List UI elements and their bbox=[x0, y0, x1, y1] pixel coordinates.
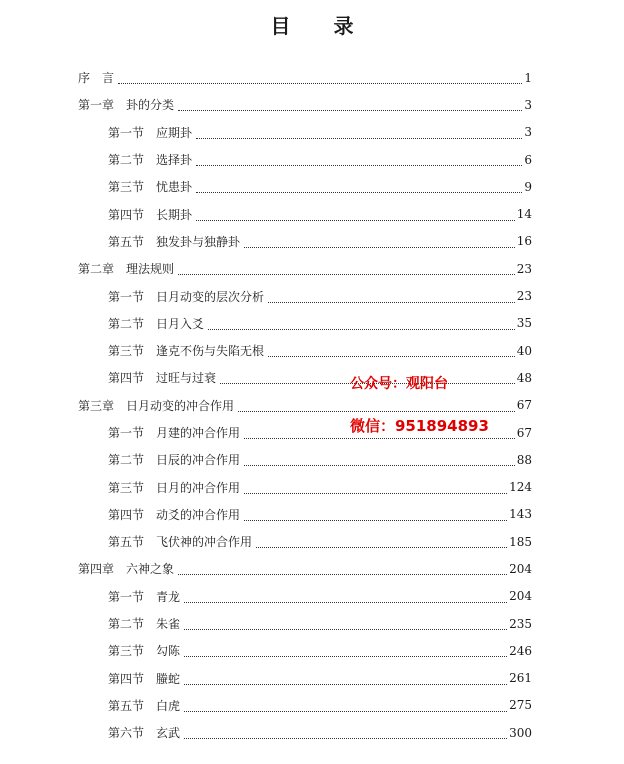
toc-chapter-row[interactable] bbox=[0, 64, 624, 91]
dot-leader bbox=[196, 220, 515, 221]
toc-entry-label: 第三节 日月的冲合作用 bbox=[108, 480, 241, 495]
toc-chapter-row[interactable] bbox=[0, 555, 624, 582]
toc-entry-label: 第三节 逢克不伤与失陷无根 bbox=[108, 344, 265, 359]
dot-leader bbox=[268, 302, 515, 303]
toc-chapter-row[interactable] bbox=[0, 255, 624, 282]
toc-section-row[interactable] bbox=[0, 528, 624, 555]
toc-entry-label: 序 言 bbox=[78, 71, 115, 86]
toc-section-row[interactable] bbox=[0, 501, 624, 528]
toc-entry-label: 第二节 日辰的冲合作用 bbox=[108, 453, 241, 468]
toc-page-number: 124 bbox=[509, 480, 532, 495]
dot-leader bbox=[178, 574, 507, 575]
dot-leader bbox=[256, 547, 507, 548]
toc-entry-label: 第五节 白虎 bbox=[108, 698, 181, 713]
toc-entry-label: 第一节 应期卦 bbox=[108, 125, 193, 140]
toc-section-row[interactable] bbox=[0, 719, 624, 746]
toc-section-row[interactable] bbox=[0, 583, 624, 610]
toc-section-row[interactable] bbox=[0, 146, 624, 173]
toc-section-row[interactable] bbox=[0, 228, 624, 255]
toc-chapter-row[interactable] bbox=[0, 91, 624, 118]
dot-leader bbox=[244, 493, 507, 494]
toc-page-number: 40 bbox=[516, 343, 532, 358]
toc-page-number: 88 bbox=[516, 452, 532, 467]
dot-leader bbox=[118, 83, 522, 84]
toc-section-row[interactable] bbox=[0, 119, 624, 146]
toc-entry-label: 第二节 日月入爻 bbox=[108, 316, 205, 331]
toc-page-number: 204 bbox=[509, 589, 532, 604]
toc-section-row[interactable] bbox=[0, 364, 624, 391]
toc-section-row[interactable] bbox=[0, 446, 624, 473]
dot-leader bbox=[196, 192, 522, 193]
dot-leader bbox=[268, 356, 515, 357]
toc-entry-label: 第二节 朱雀 bbox=[108, 617, 181, 632]
toc-entry-label: 第三节 忧患卦 bbox=[108, 180, 193, 195]
dot-leader bbox=[178, 110, 522, 111]
dot-leader bbox=[244, 247, 515, 248]
toc-page-number: 67 bbox=[516, 425, 532, 440]
dot-leader bbox=[184, 629, 507, 630]
dot-leader bbox=[178, 274, 515, 275]
toc-section-row[interactable] bbox=[0, 419, 624, 446]
toc-entry-label: 第一节 月建的冲合作用 bbox=[108, 426, 241, 440]
toc-page-number: 23 bbox=[516, 261, 532, 276]
dot-leader bbox=[208, 329, 515, 330]
toc-section-row[interactable] bbox=[0, 200, 624, 227]
toc-page-number: 235 bbox=[509, 616, 532, 631]
toc-page-number: 9 bbox=[524, 179, 532, 194]
watermark-line-2: 微信：951894893 bbox=[350, 417, 489, 435]
toc-entry-label: 第六节 玄武 bbox=[108, 726, 181, 741]
dot-leader bbox=[196, 138, 522, 139]
dot-leader bbox=[184, 656, 507, 657]
dot-leader bbox=[244, 520, 507, 521]
dot-leader bbox=[244, 438, 515, 439]
table-of-contents bbox=[0, 64, 624, 746]
watermark-line-1: 公众号：观阳台 bbox=[350, 376, 448, 392]
dot-leader bbox=[184, 738, 507, 739]
toc-page-number: 14 bbox=[516, 207, 532, 222]
toc-entry-label: 第四节 长期卦 bbox=[108, 207, 193, 222]
toc-page-number: 261 bbox=[509, 671, 532, 686]
toc-entry-label: 第三节 勾陈 bbox=[108, 644, 181, 659]
dot-leader bbox=[238, 411, 515, 412]
toc-section-row[interactable] bbox=[0, 473, 624, 500]
toc-page-number: 23 bbox=[516, 289, 532, 304]
toc-entry-label: 第一章 卦的分类 bbox=[78, 98, 175, 113]
toc-section-row[interactable] bbox=[0, 282, 624, 309]
toc-page-number: 246 bbox=[509, 643, 532, 658]
dot-leader bbox=[184, 602, 507, 603]
toc-page-number: 16 bbox=[516, 234, 532, 249]
toc-section-row[interactable] bbox=[0, 337, 624, 364]
toc-section-row[interactable] bbox=[0, 610, 624, 637]
toc-page-number: 143 bbox=[509, 507, 532, 522]
toc-page-number: 48 bbox=[516, 370, 532, 385]
toc-section-row[interactable] bbox=[0, 310, 624, 337]
toc-page-number: 67 bbox=[516, 398, 532, 413]
toc-entry-label: 第五节 独发卦与独静卦 bbox=[108, 234, 241, 249]
toc-page-number: 204 bbox=[509, 561, 532, 576]
dot-leader bbox=[244, 465, 515, 466]
toc-section-row[interactable] bbox=[0, 173, 624, 200]
toc-page-number: 1 bbox=[524, 70, 532, 85]
toc-entry-label: 第四节 动爻的冲合作用 bbox=[108, 507, 241, 522]
dot-leader bbox=[184, 711, 507, 712]
toc-page-number: 185 bbox=[509, 534, 532, 549]
toc-entry-label: 第二章 理法规则 bbox=[78, 262, 175, 277]
toc-entry-label: 第四节 螣蛇 bbox=[108, 671, 181, 686]
toc-entry-label: 第四节 过旺与过衰 bbox=[108, 371, 217, 386]
toc-section-row[interactable] bbox=[0, 692, 624, 719]
dot-leader bbox=[196, 165, 522, 166]
toc-chapter-row[interactable] bbox=[0, 392, 624, 419]
toc-page-number: 275 bbox=[509, 698, 532, 713]
toc-page-number: 35 bbox=[516, 316, 532, 331]
toc-entry-label: 第五节 飞伏神的冲合作用 bbox=[108, 535, 253, 550]
toc-entry-label: 第二节 选择卦 bbox=[108, 153, 193, 168]
toc-section-row[interactable] bbox=[0, 637, 624, 664]
dot-leader bbox=[184, 684, 507, 685]
page-title: 目 录 bbox=[270, 14, 372, 38]
toc-page-number: 3 bbox=[524, 97, 532, 112]
toc-entry-label: 第一节 日月动变的层次分析 bbox=[108, 289, 265, 304]
toc-entry-label: 第四章 六神之象 bbox=[78, 562, 175, 577]
toc-entry-label: 第一节 青龙 bbox=[108, 589, 181, 604]
toc-page-number: 300 bbox=[509, 725, 532, 740]
toc-entry-label: 第三章 日月动变的冲合作用 bbox=[78, 398, 235, 413]
toc-section-row[interactable] bbox=[0, 665, 624, 692]
toc-page-number: 6 bbox=[524, 152, 532, 167]
toc-page-number: 3 bbox=[524, 125, 532, 140]
